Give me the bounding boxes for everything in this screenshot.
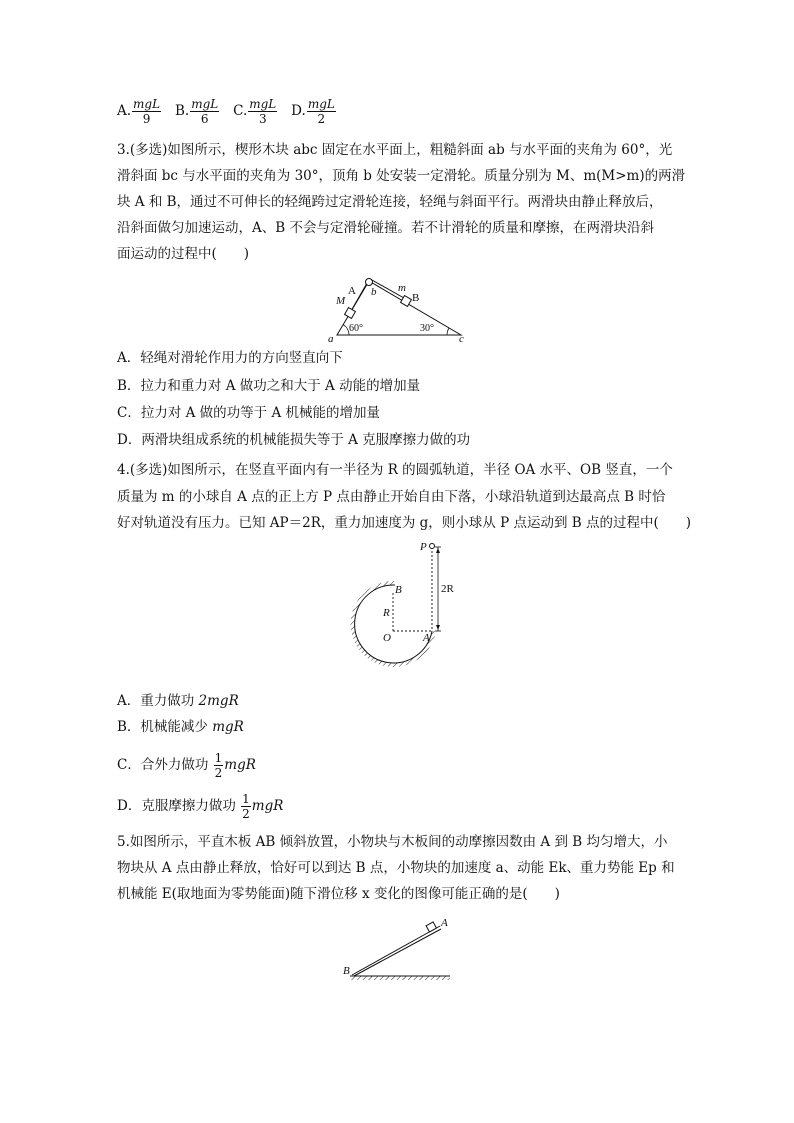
ground-hatch [350,976,450,980]
q4-option-d[interactable]: D．克服摩擦力做功 $\frac{1}{2}$ mgR [117,792,284,821]
q2-option-c[interactable]: C. $\frac{\text{mgL}}{3}$ [233,97,277,126]
q5-stem-line-3: 机械能 E(取地面为零势能面)随下滑位移 x 变化的图像可能正确的是( ) [117,886,560,902]
label-b: b [371,286,377,298]
q3-option-a[interactable]: A．轻绳对滑轮作用力的方向竖直向下 [117,350,343,366]
q3-stem-line-3: 块 A 和 B，通过不可伸长的轻绳跨过定滑轮连接，轻绳与斜面平行。两滑块由静止释放后， [117,194,663,210]
q3-wedge-figure [322,273,472,345]
q5-board-figure [340,912,460,984]
block-a [345,308,356,319]
q3-option-c[interactable]: C．拉力对 A 做的功等于 A 机械能的增加量 [117,405,380,421]
q4-stem-line-1: 4.(多选)如图所示，在竖直平面内有一半径为 R 的圆弧轨道，半径 OA 水平、OB 竖直，一个 [117,462,673,478]
q4-option-c[interactable]: C．合外力做功 $\frac{1}{2}$ mgR [117,751,256,780]
q2-option-a[interactable]: A. $\frac{\text{mgL}}{9}$ [117,97,161,126]
q3-stem-line-5: 面运动的过程中( ) [117,246,250,262]
label-B: B [412,292,420,304]
q5-stem-line-1: 5.如图所示，平直木板 AB 倾斜放置，小物块与木板间的动摩擦因数由 A 到 B 均匀增大，小 [117,834,668,850]
label-P: P [420,541,427,553]
label-A: A [441,917,448,929]
q4-stem-line-3: 好对轨道没有压力。已知 AP＝2R，重力加速度为 g，则小球从 P 点运动到 B 点的过程中( ) [117,515,692,531]
q5-stem-line-2: 物块从 A 点由静止释放，恰好可以到达 B 点，小物块的加速度 a、动能 Ek、重力势能 Ep 和 [117,860,675,876]
angle-arc-c [447,328,449,335]
label-m: m [398,282,406,294]
q2-option-b[interactable]: B. $\frac{\text{mgL}}{6}$ [174,97,219,126]
board-bottom [354,929,441,976]
q3-stem-line-4: 沿斜面做匀加速运动，A、B 不会与定滑轮碰撞。若不计滑轮的质量和摩擦，在两滑块沿斜 [117,220,654,236]
label-30: 30° [420,323,434,334]
label-a: a [328,333,334,345]
block [426,922,436,932]
q2-options [117,97,337,126]
board-top [352,926,440,975]
label-B: B [343,965,350,977]
q4-track-figure [338,535,468,680]
label-O: O [383,632,391,644]
label-2R: 2R [441,583,454,595]
label-A: A [348,285,356,297]
label-A: A [423,632,430,644]
q3-stem-line-2: 滑斜面 bc 与水平面的夹角为 30°，顶角 b 处安装一定滑轮。质量分别为 M、m(M>m)的两滑 [117,168,686,184]
ball-p [430,544,435,549]
q3-option-b[interactable]: B．拉力和重力对 A 做功之和大于 A 动能的增加量 [117,378,421,394]
label-M: M [336,295,346,307]
q4-option-b[interactable]: B．机械能减少 mgR [117,719,244,735]
q4-stem-line-2: 质量为 m 的小球自 A 点的正上方 P 点由静止开始自由下落，小球沿轨道到达最高点 B 时恰 [117,489,666,505]
q4-option-a[interactable]: A．重力做功 2mgR [117,693,239,709]
label-c: c [459,333,464,345]
label-R: R [383,607,390,619]
q2-option-d[interactable]: D. $\frac{\text{mgL}}{2}$ [291,97,335,126]
label-B: B [395,584,402,596]
q3-stem-line-1: 3.(多选)如图所示，楔形木块 abc 固定在水平面上，粗糙斜面 ab 与水平面的夹角为 60°，光 [117,142,673,158]
track-arc [355,585,432,663]
q3-option-d[interactable]: D．两滑块组成系统的机械能损失等于 A 克服摩擦力做的功 [117,432,471,448]
label-60: 60° [349,323,363,334]
